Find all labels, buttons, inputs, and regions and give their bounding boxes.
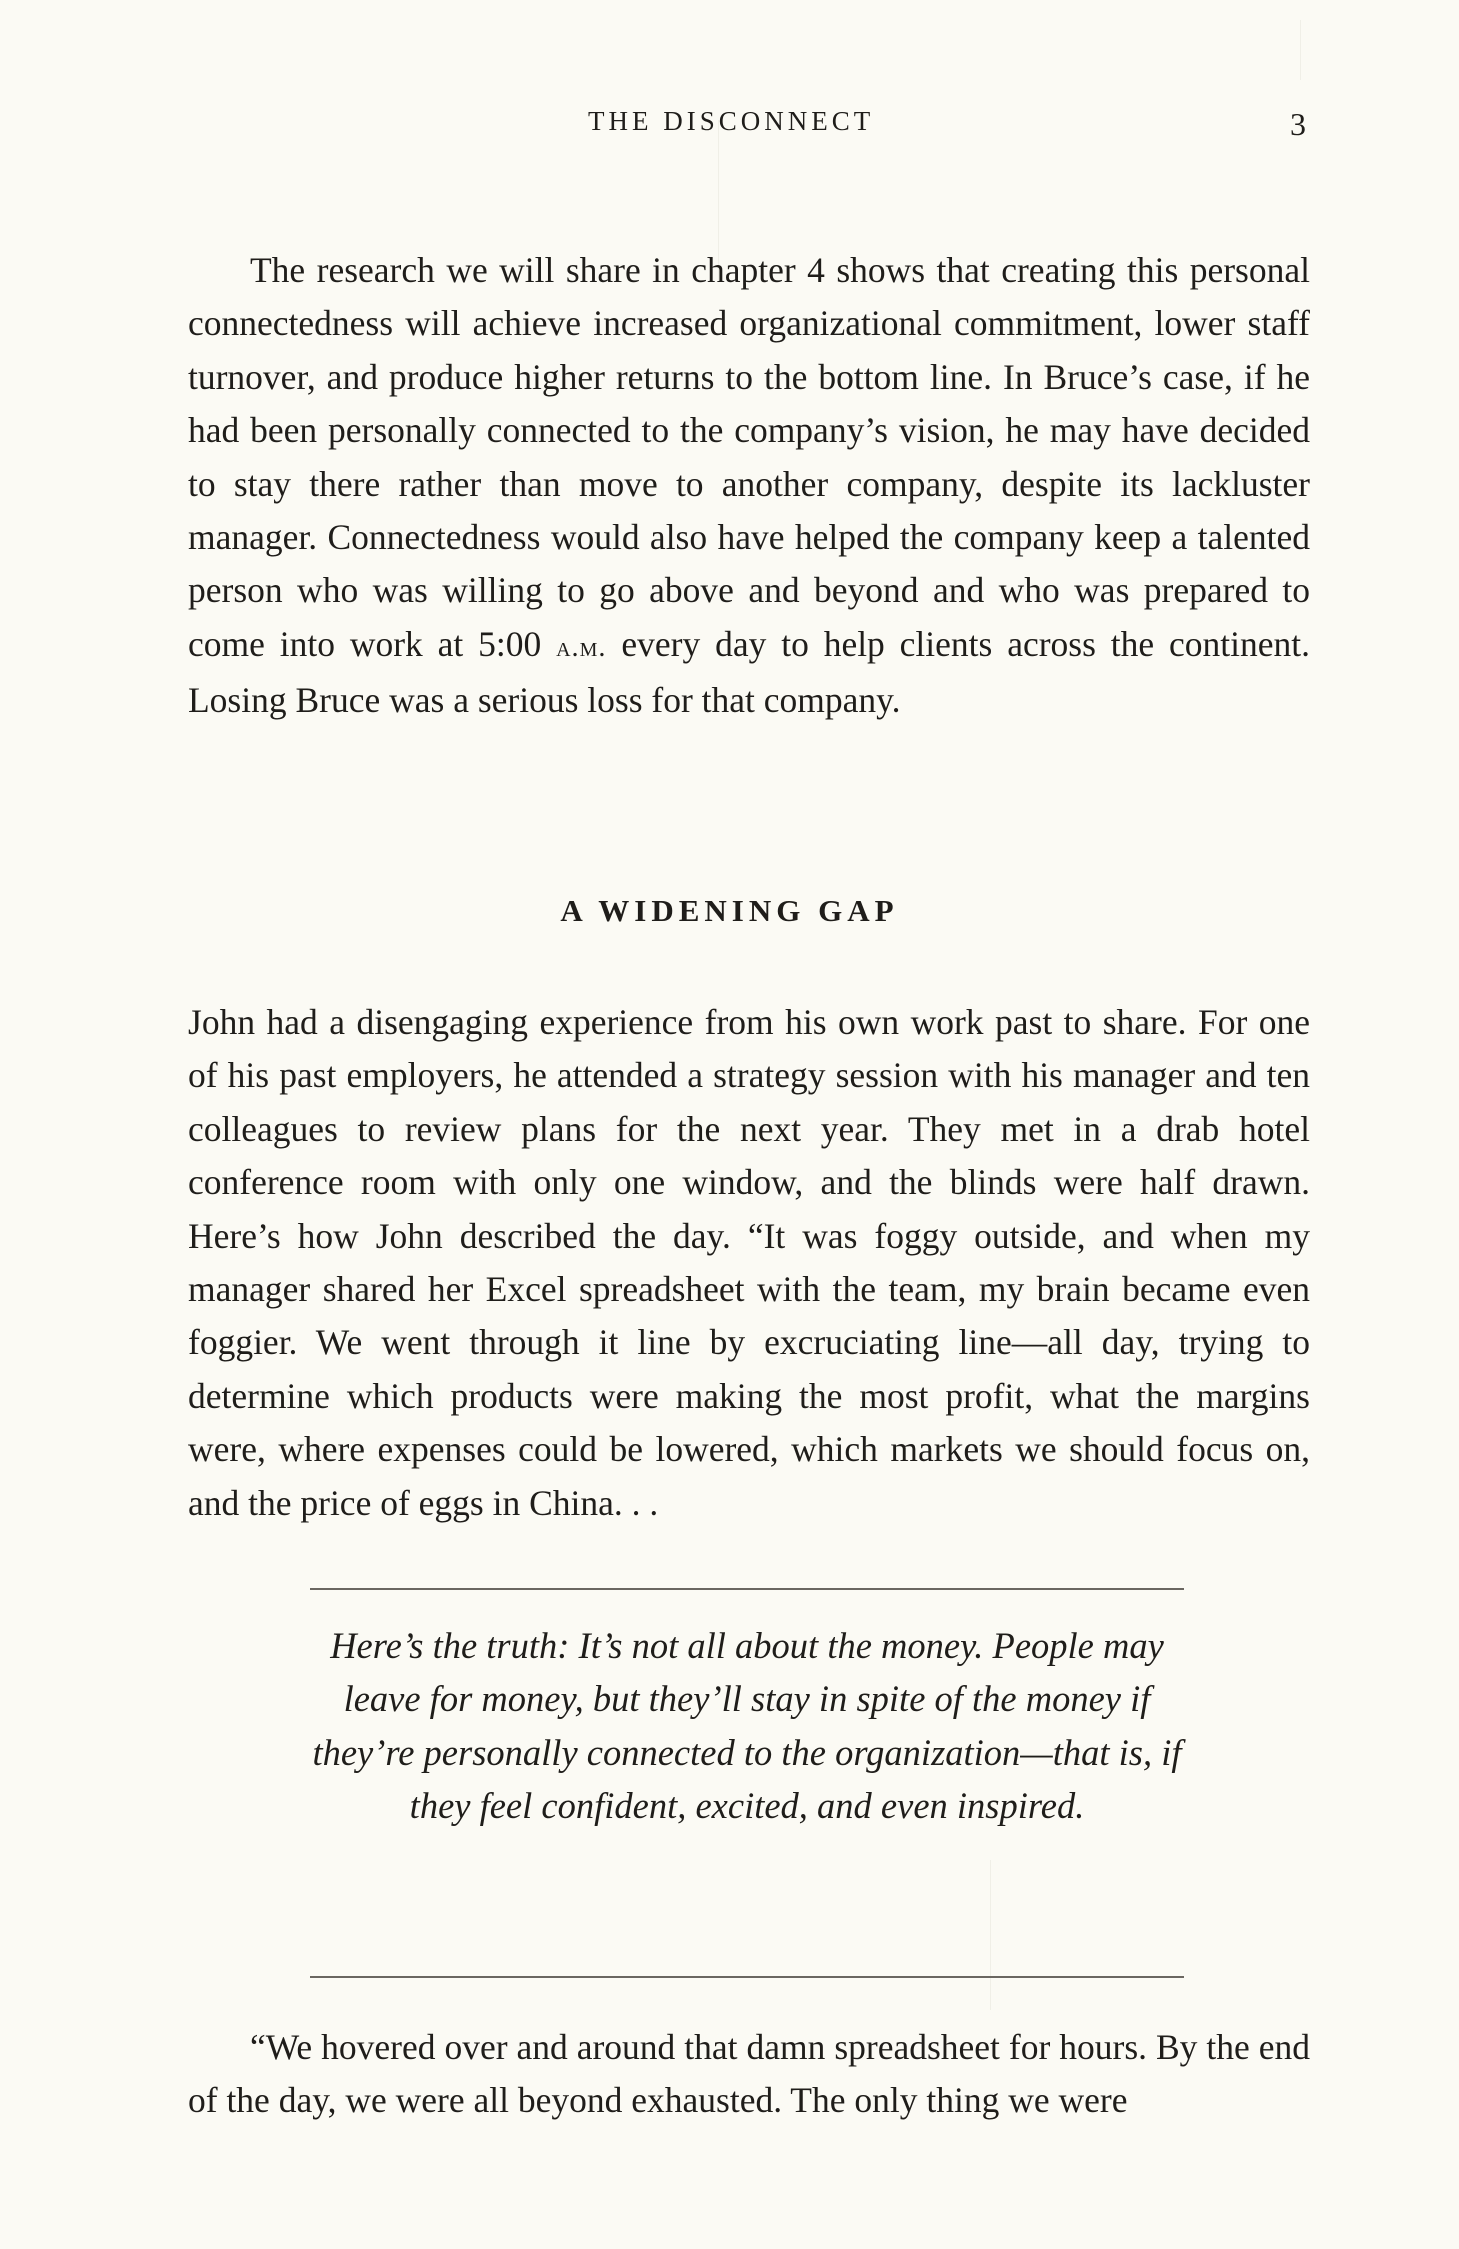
pull-quote-top-rule [310, 1588, 1184, 1590]
running-head [0, 106, 1459, 146]
pull-quote: Here’s the truth: It’s not all about the money. People may leave for money, but they’ll stay in spite of the money if they’re personally connected to the organization—that is, if they feel confident, excited, and even inspired. [312, 1625, 1182, 1827]
paragraph-connectedness [188, 244, 1310, 728]
paragraph-john-story: John had a disengaging experience from his own work past to share. For one of his past employers, he attended a strategy session with his manager and ten colleagues to review plans for the next year. They met in a drab hotel conference room with only one window, and the blinds were half drawn. Here’s how John described the day. “It was foggy outside, and when my manager shared her Excel spreadsheet with the team, my brain became even foggier. We went through it line by excruciating line—all day, trying to determine which products were making the most profit, what the margins were, where expenses could be lowered, which markets we should focus on, and the price of eggs in China. . . [188, 1002, 1310, 1523]
scan-artifact [1300, 20, 1301, 80]
scan-artifact [990, 1860, 991, 2010]
section-heading: A WIDENING GAP [560, 893, 899, 928]
paragraph-spreadsheet: “We hovered over and around that damn spreadsheet for hours. By the end of the day, we were all beyond exhausted. The only thing we were [188, 2027, 1310, 2121]
running-title: THE DISCONNECT [588, 106, 875, 136]
page-number: 3 [1290, 106, 1306, 142]
pull-quote-bottom-rule [310, 1976, 1184, 1978]
paragraph-text: The research we will share in chapter 4 shows that creating this personal connectedness will achieve increased organizational commitment, lower staff turnover, and produce higher returns to the bottom line. In Bruce’s case, if he had been personally connected to the company’s vision, he may have decided to stay there rather than move to another company, despite its lackluster manager. Connectedness would also have helped the company keep a talented person who was willing to go above and beyond and who was prepared to come into work at 5:00 [188, 250, 1310, 664]
time-suffix: a.m. [556, 631, 607, 663]
paragraph-text-end: every day to help clients across the continent. Losing Bruce was a serious loss for that company. [188, 623, 1310, 721]
